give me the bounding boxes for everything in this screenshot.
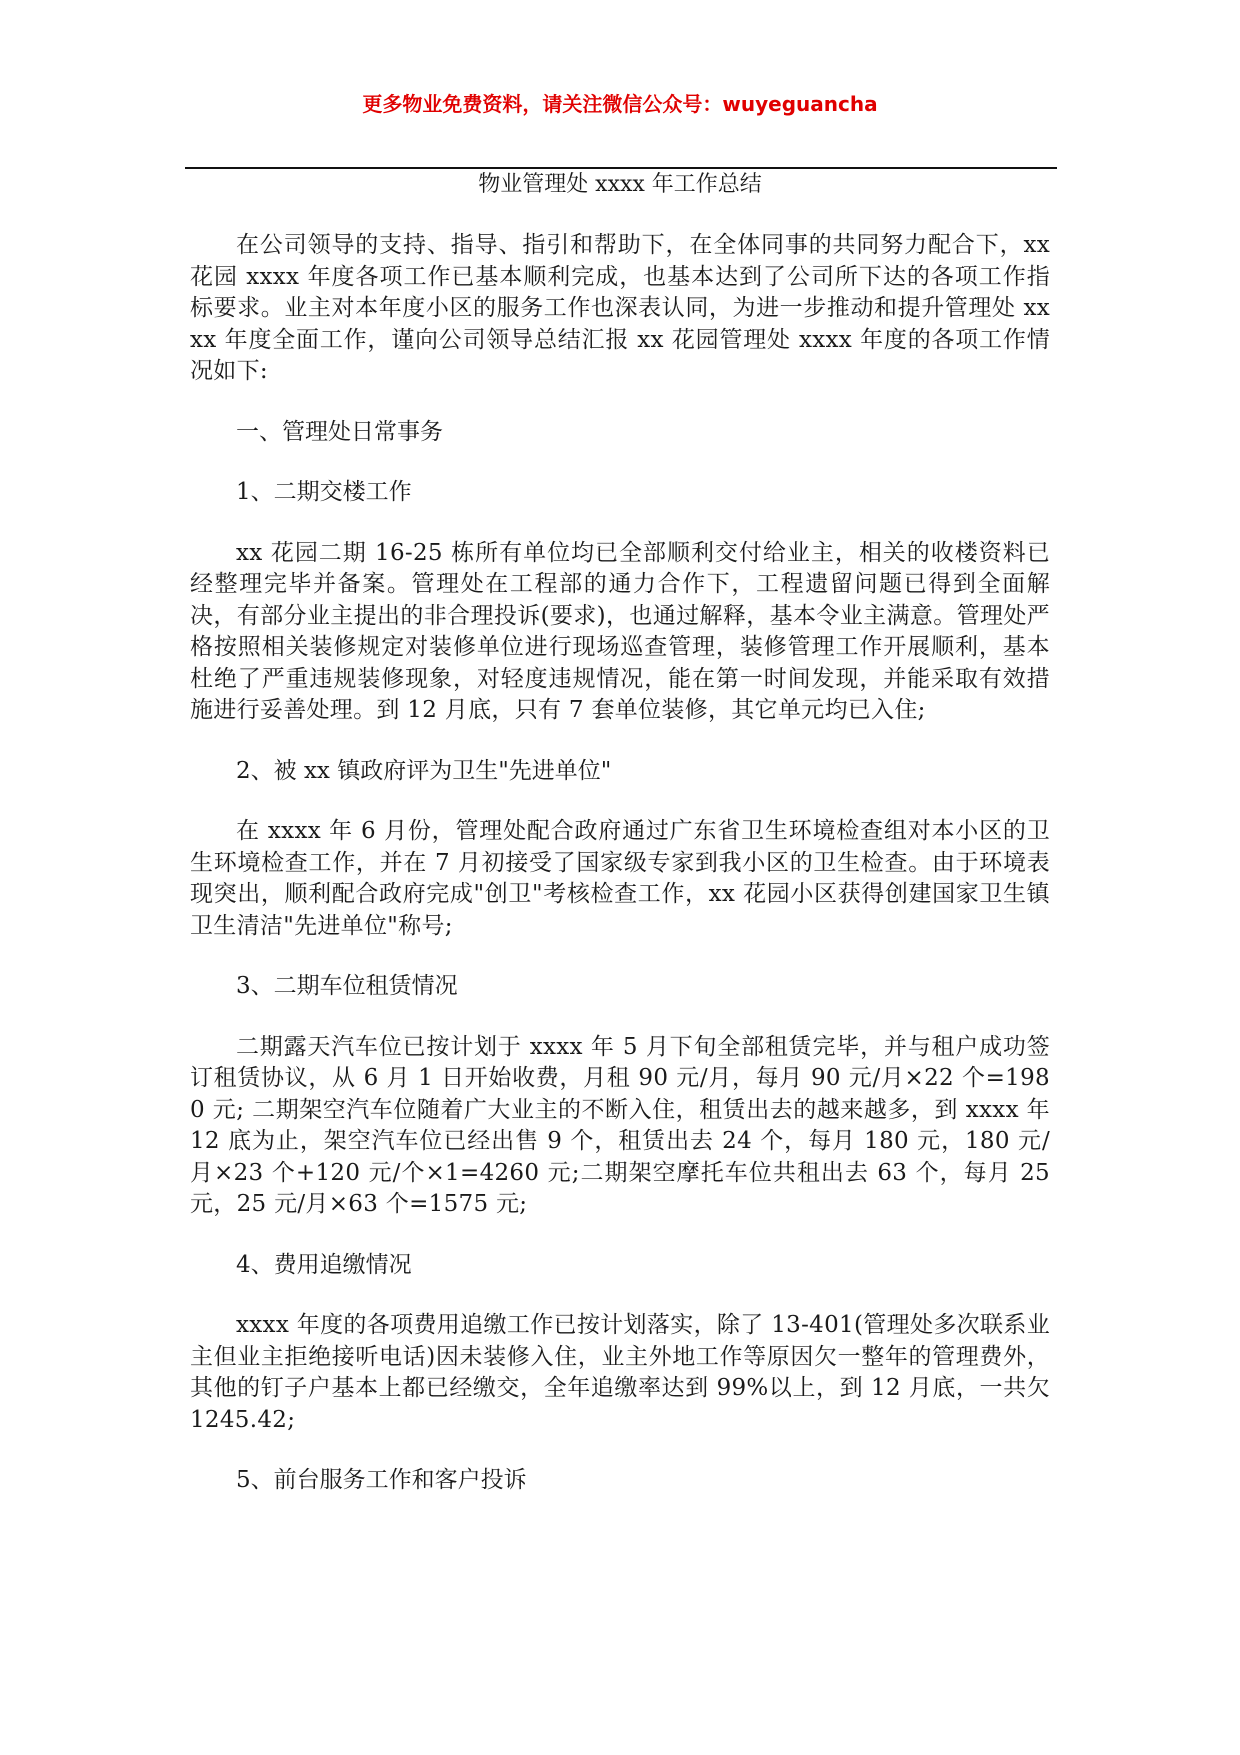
document-title: 物业管理处 xxxx 年工作总结 (478, 172, 762, 197)
item-body-handover: xx 花园二期 16-25 栋所有单位均已全部顺利交付给业主，相关的收楼资料已经整理完毕并备案。管理处在工程部的通力合作下，工程遗留问题已得到全面解决，有部分业主提出的非合理投诉(要求)，也通过解释，基本令业主满意。管理处严格按照相关装修规定对装修单位进行现场巡查管理，装修管理工作开展顺利，基本杜绝了严重违规装修现象，对轻度违规情况，能在第一时间发现，并能采取有效措施进行妥善处理。到 12 月底，只有 7 套单位装修，其它单元均已入住; (190, 539, 1050, 723)
item-heading-front-desk: 5、前台服务工作和客户投诉 (236, 1467, 527, 1493)
item-heading-handover: 1、二期交楼工作 (236, 479, 412, 505)
title-rule (185, 167, 1057, 169)
intro-paragraph: 在公司领导的支持、指导、指引和帮助下，在全体同事的共同努力配合下，xx 花园 xxxx 年度各项工作已基本顺利完成，也基本达到了公司所下达的各项工作指标要求。业主对本年度小区的服务工作也深表认同，为进一步推动和提升管理处 xxxx 年度全面工作，谨向公司领导总结汇报 xx 花园管理处 xxxx 年度的各项工作情况如下: (190, 232, 1050, 384)
document-body (190, 230, 1050, 1526)
item-heading-fee-collection: 4、费用追缴情况 (236, 1251, 412, 1278)
item-body-hygiene-award: 在 xxxx 年 6 月份，管理处配合政府通过广东省卫生环境检查组对本小区的卫生环境检查工作，并在 7 月初接受了国家级专家到我小区的卫生检查。由于环境表现突出，顺利配合政府完成"创卫"考核检查工作，xx 花园小区获得创建国家卫生镇卫生清洁"先进单位"称号; (190, 818, 1050, 939)
wechat-banner: 更多物业免费资料，请关注微信公众号：wuyeguancha (362, 92, 878, 116)
item-body-parking: 二期露天汽车位已按计划于 xxxx 年 5 月下旬全部租赁完毕，并与租户成功签订租赁协议，从 6 月 1 日开始收费，月租 90 元/月，每月 90 元/月×22 个=1980 元; 二期架空汽车位随着广大业主的不断入住，租赁出去的越来越多，到 xxxx 年 12 底为止，架空汽车位已经出售 9 个，租赁出去 24 个，每月 180 元，180 元/月×23 个+120 元/个×1=4260 元;二期架空摩托车位共租出去 63 个，每月 25 元，25 元/月×63 个=1575 元; (190, 1033, 1050, 1217)
item-heading-parking: 3、二期车位租赁情况 (236, 973, 458, 999)
item-body-fee-collection: xxxx 年度的各项费用追缴工作已按计划落实，除了 13-401(管理处多次联系业主但业主拒绝接听电话)因未装修入住，业主外地工作等原因欠一整年的管理费外，其他的钉子户基本上都已经缴交，全年追缴率达到 99%以上，到 12 月底，一共欠 1245.42; (190, 1312, 1050, 1433)
section-heading-daily-affairs: 一、管理处日常事务 (236, 418, 443, 445)
item-heading-hygiene-award: 2、被 xx 镇政府评为卫生"先进单位" (236, 757, 612, 784)
